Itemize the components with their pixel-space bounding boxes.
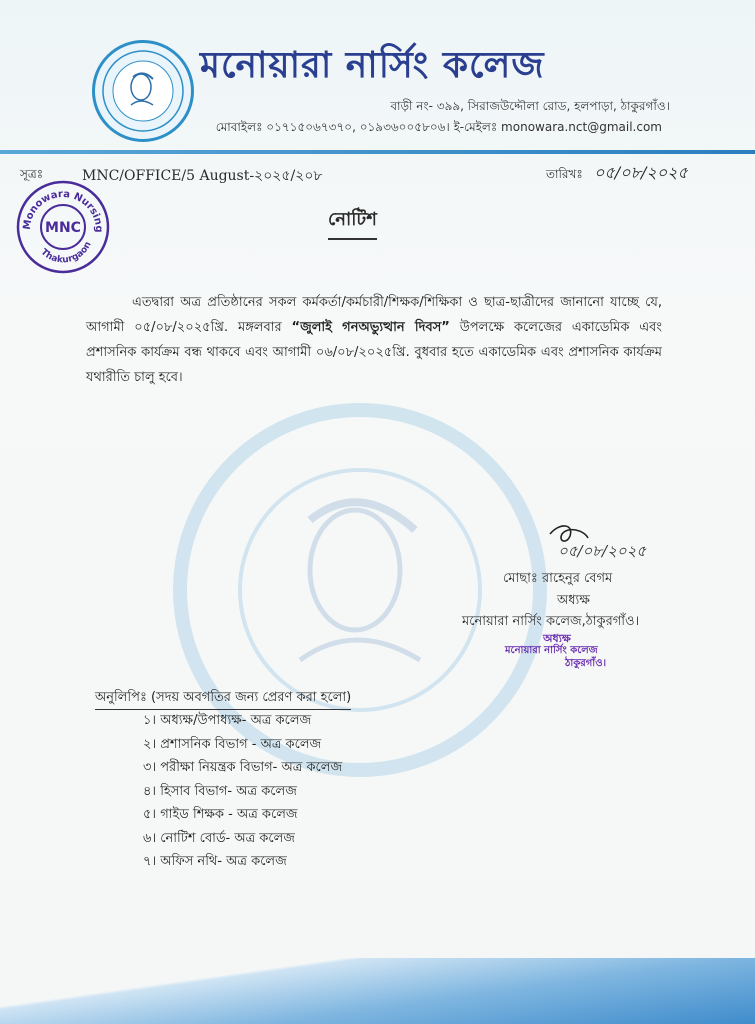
copies-list bbox=[143, 709, 342, 874]
college-title: মনোয়ারা নার্সিং কলেজ bbox=[200, 45, 545, 86]
signature-date: ০৫/০৮/২০২৫ bbox=[558, 542, 647, 560]
stamp-top-text: Monowara Nursing bbox=[21, 188, 105, 233]
signer-name: মোছাঃ রাহেনুর বেগম bbox=[503, 571, 613, 586]
list-item: ৪। হিসাব বিভাগ- অত্র কলেজ bbox=[143, 783, 297, 799]
notice-body-start: এতদ্বারা অত্র প্রতিষ্ঠানের সকল কর্মকর্তা/কর্মচারী/শিক্ষক/শিক্ষিকা ও ছাত্র-ছাত্রীদের জানানো যাচ্ছে যে, আগামী ০৫/০৮/২০২৫খ্রি. মঙ্গলবার bbox=[86, 295, 662, 335]
college-contact: মোবাইলঃ ০১৭১৫০৬৭৩৭০, ০১৯৩৬০০৫৮০৬। ই-মেইলঃ monowara.nct@gmail.com bbox=[215, 120, 662, 134]
date-label: তারিখঃ bbox=[546, 167, 583, 181]
stamp-center-text: MNC bbox=[45, 220, 81, 236]
signer-title: অধ্যক্ষ bbox=[557, 593, 590, 608]
list-item: ৩। পরীক্ষা নিয়ন্ত্রক বিভাগ- অত্র কলেজ bbox=[143, 760, 343, 775]
notice-body bbox=[86, 290, 662, 390]
round-seal-icon bbox=[14, 178, 112, 276]
reference-label: সূত্রঃ bbox=[20, 167, 44, 181]
copies-heading: অনুলিপিঃ (সদয় অবগতির জন্য প্রেরণ করা হলো) bbox=[95, 688, 351, 710]
logo-emblem-icon bbox=[95, 43, 191, 139]
notice-title: নোটিশ bbox=[328, 205, 377, 240]
seal-title: অধ্যক্ষ bbox=[543, 632, 571, 645]
list-item: ৭। অফিস নথি- অত্র কলেজ bbox=[143, 854, 287, 869]
list-item: ৬। নোটিশ বোর্ড- অত্র কলেজ bbox=[143, 830, 295, 846]
list-item: ১। অধ্যক্ষ/উপাধ্যক্ষ- অত্র কলেজ bbox=[143, 713, 312, 728]
college-logo bbox=[92, 40, 194, 142]
letterhead-header bbox=[0, 0, 755, 150]
svg-text:Thakurgaon bbox=[39, 240, 94, 265]
college-address: বাড়ী নং- ৩৯৯, সিরাজউদ্দৌলা রোড, হলপাড়া, ঠাকুরগাঁও। bbox=[390, 99, 670, 113]
notice-highlight: “জুলাই গনঅভ্যুত্থান দিবস” bbox=[291, 320, 450, 335]
seal-organization: মনোয়ারা নার্সিং কলেজ bbox=[505, 645, 598, 656]
header-divider bbox=[0, 150, 755, 154]
notice-body-end: উপলক্ষে কলেজের একাডেমিক এবং প্রশাসনিক কার্যক্রম বন্ধ থাকবে এবং আগামী ০৬/০৮/২০২৫খ্রি. বুধবার হতে একাডেমিক এবং প্রশাসনিক কার্যক্রম যথারীতি চালু হবে। bbox=[86, 320, 663, 385]
signer-organization: মনোয়ারা নার্সিং কলেজ,ঠাকুরগাঁও। bbox=[462, 614, 640, 629]
footer-band bbox=[0, 958, 755, 1024]
reference-number: MNC/OFFICE/5 August-২০২৫/২০৮ bbox=[82, 168, 323, 184]
date-value: ০৫/০৮/২০২৫ bbox=[594, 163, 688, 182]
seal-place: ঠাকুরগাঁও। bbox=[565, 658, 607, 669]
list-item: ৫। গাইড শিক্ষক - অত্র কলেজ bbox=[143, 807, 298, 822]
list-item: ২। প্রশাসনিক বিভাগ - অত্র কলেজ bbox=[143, 736, 322, 752]
college-stamp bbox=[14, 178, 112, 276]
stamp-bottom-text: Thakurgaon bbox=[38, 240, 94, 266]
